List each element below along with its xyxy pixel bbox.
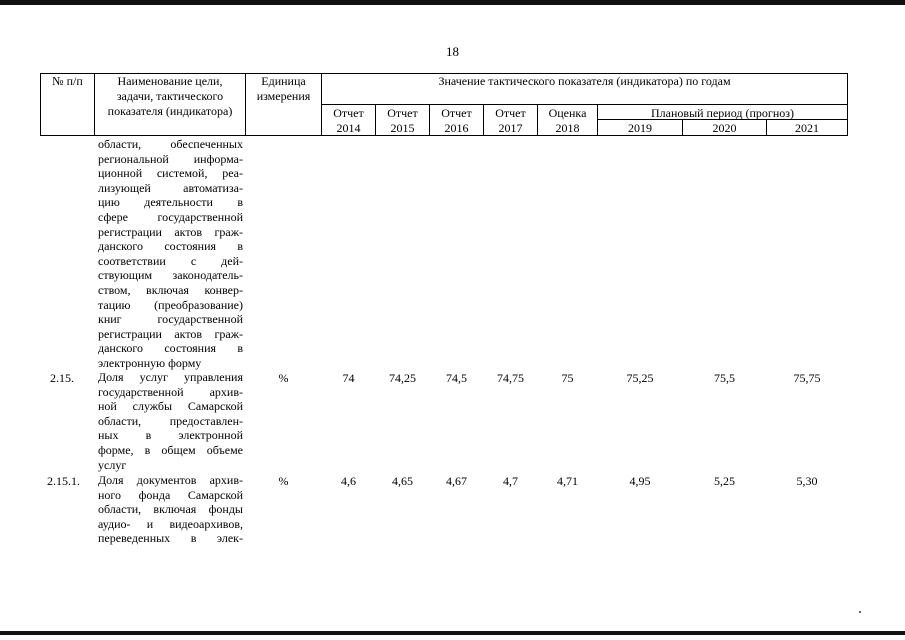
text-line: лизующей автоматиза- [98,180,243,195]
value-cell: 5,25 [714,474,735,488]
header-year-type: Отчет [495,106,526,120]
text-line: ционной системой, реа- [98,166,243,181]
header-year-type: Отчет [441,106,472,120]
value-cell: 5,30 [796,474,818,488]
header-col-values: Значение тактического показателя (индикатора) по годам [438,74,731,88]
value-cell: 4,71 [557,474,578,488]
value-cell: 4,95 [629,474,651,488]
value-cell: 74,25 [389,371,416,385]
text-line: ством, включая конвер- [98,282,243,297]
text-line: тацию (преобразование) [98,297,243,312]
header-col-num: № п/п [52,74,83,88]
header-col-name-3: показателя (индикатора) [107,104,233,118]
header-col-unit-1: Единица [261,74,306,88]
value-cell: 74,75 [497,371,524,385]
text-line: области, обеспеченных [98,137,243,151]
text-line: цию деятельности в [98,195,243,210]
text-line: услуг [98,457,127,472]
header-year: 2019 [628,121,652,135]
value-cell: 4,67 [446,474,467,488]
text-line: ной службы Самарской [98,399,243,414]
text-line: сфере государственной [98,209,243,224]
text-line: Доля услуг управления [98,370,243,384]
indicator-name [98,370,243,472]
unit-cell: % [278,474,289,488]
text-line: соответствии с дей- [98,253,243,268]
text-line: Доля документов архив- [98,473,243,487]
value-cell: 75,5 [714,371,735,385]
value-cell: 74 [342,371,355,385]
header-year: 2015 [390,121,415,135]
text-line: области, предоставлен- [98,413,243,428]
header-plan-period: Плановый период (прогноз) [651,106,794,120]
header-year: 2017 [498,121,523,135]
text-line: электронную форму [98,355,202,370]
text-line: данского состояния в [98,239,243,254]
header-col-name-1: Наименование цели, [117,74,223,88]
header-year-type: Оценка [548,106,587,120]
header-col-name-2: задачи, тактического [116,89,224,103]
value-cell: 75,25 [626,371,654,385]
header-year-type: Отчет [333,106,364,120]
text-line: книг государственной [98,312,243,327]
text-line: форме, в общем объеме [98,442,243,457]
text-line: ствующим законодатель- [98,268,243,283]
top-border [0,0,905,5]
indicator-name [98,473,243,546]
page-number: 18 [446,44,459,59]
value-cell: 74,5 [446,371,467,385]
text-line: регистрации актов граж- [98,326,243,341]
header-year-type: Отчет [387,106,418,120]
text-line: регистрации актов граж- [98,224,243,239]
row-number: 2.15.1. [47,474,80,488]
header-year: 2016 [444,121,469,135]
value-cell: 4,6 [341,474,356,488]
header-year: 2020 [712,121,737,135]
text-line: аудио- и видеоархивов, [98,516,243,531]
header-year: 2018 [555,121,580,135]
bottom-border [0,631,905,635]
text-line: региональной информа- [98,151,243,166]
text-line: области, включая фонды [98,502,243,517]
text-line: переведенных в элек- [98,531,243,546]
text-line: ных в электронной [98,428,243,443]
row-number: 2.15. [50,371,74,385]
text-line: ного фонда Самарской [98,487,243,502]
scan-speck [859,611,861,613]
text-line: государственной архив- [98,384,243,399]
continuation-text [98,137,243,371]
header-year: 2014 [336,121,361,135]
value-cell: 75,75 [793,371,821,385]
text-line: данского состояния в [98,341,243,356]
value-cell: 4,7 [503,474,518,488]
value-cell: 4,65 [392,474,413,488]
header-year: 2021 [795,121,819,135]
unit-cell: % [278,371,289,385]
value-cell: 75 [561,371,574,385]
header-col-unit-2: измерения [256,89,311,103]
